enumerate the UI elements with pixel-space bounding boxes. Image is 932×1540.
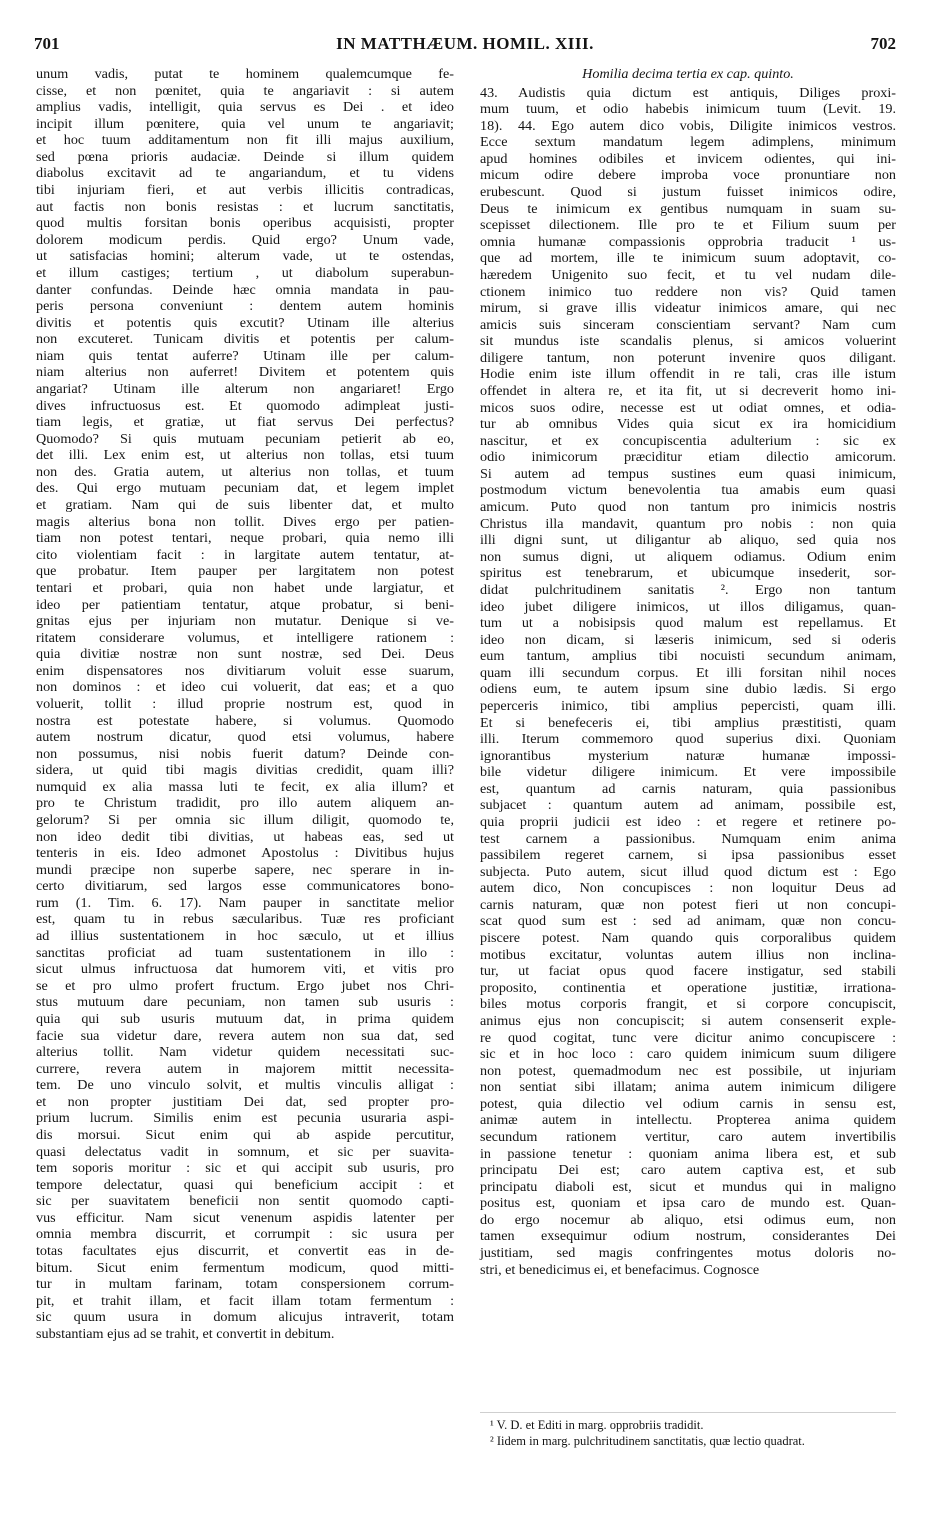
text-line: certo divitiarum, sed largos esse communicatores bono-	[36, 878, 454, 895]
text-line: det illi. Lex enim est, ut alterius non tollas, etsi tuum	[36, 447, 454, 464]
text-line: que probatur. Item pauper per largitatem non potest	[36, 563, 454, 580]
text-line: micos suos odire, necesse est ut odiat omnes, et odia-	[480, 399, 896, 416]
text-line: incipit illum pœnitere, quia vel unum te angariavit;	[36, 115, 454, 132]
text-line: pro te Christum tradidit, pro illo autem aliquem an-	[36, 795, 454, 812]
text-line: tum ut a nobisipsis quod malum est repellamus. Et	[480, 615, 896, 632]
page-number-right: 702	[870, 34, 896, 53]
right-column-text	[480, 85, 896, 1279]
text-line: et illum castiges; tertium , ut diabolum superabun-	[36, 264, 454, 281]
text-line: se et pro ulmo profert fructum. Ergo jubet nos Chri-	[36, 977, 454, 994]
text-line: magis alterius bona non tollit. Dives ergo per patien-	[36, 513, 454, 530]
text-line: diabolus excitavit ad te angariandum, et tu videns	[36, 165, 454, 182]
text-line: postmodum victum benevolentia tua amabis eum quasi	[480, 482, 896, 499]
text-line: tentari et probari, quia non habet unde largiatur, et	[36, 579, 454, 596]
text-line: sic quum usura in domum alicujus intraverit, totam	[36, 1309, 454, 1326]
text-line: proposito, continentia et operatione justitiæ, irrationa-	[480, 979, 896, 996]
text-line: eum tantum, amplius tibi nocuisti secundum animam,	[480, 648, 896, 665]
text-line: sit mundus iste scandalis plenus, si amicos voluerint	[480, 333, 896, 350]
text-line: danter confundas. Deinde hæc omnia mandata in pau-	[36, 281, 454, 298]
text-line: Deus te inimicum ex gentibus numquam in suam su-	[480, 200, 896, 217]
text-line: scepisset dilectionem. Ille pro te et Filium suum per	[480, 217, 896, 234]
text-line: Christus illa mandavit, quantum pro nobis : non quia	[480, 515, 896, 532]
text-line: ut satisfacias homini; alterum vade, ut te ostendas,	[36, 248, 454, 265]
text-line: non ideo dedit tibi divitias, ut habeas eas, sed ut	[36, 828, 454, 845]
text-line: test carnem a passionibus. Numquam enim anima	[480, 830, 896, 847]
text-line: omnia membra discurrit, et corrumpit : sic usura per	[36, 1226, 454, 1243]
text-line: autem nostrum dicatur, quod etsi volumus, habere	[36, 729, 454, 746]
text-line: Hodie enim iste illum offendit in re tali, cras ille istum	[480, 366, 896, 383]
text-line: currere, revera autem in majorem mittit necessita-	[36, 1060, 454, 1077]
text-line: Ecce sextum mandatum legem adimplens, minimum	[480, 134, 896, 151]
text-line: amicis suis sinceram conscientiam servant? Nam cum	[480, 316, 896, 333]
text-line: quia proprii judicii est ideo : et regere et retinere po-	[480, 814, 896, 831]
text-line: in passione tenetur : quoniam anima libera est, et sub	[480, 1145, 896, 1162]
text-line: ideo non dicam, si læseris inimicum, sed si oderis	[480, 631, 896, 648]
text-line: stri, et benedicimus ei, et benefacimus. Cognosce	[480, 1261, 760, 1278]
footnotes	[480, 1412, 896, 1449]
text-line: tiam legis, et gratiæ, ut fiat servus Dei perfectus?	[36, 414, 454, 431]
text-line: tem. De uno vinculo solvit, et multis vinculis alligat :	[36, 1077, 454, 1094]
text-line: tiam non potest tentari, neque probari, quia nemo illi	[36, 530, 454, 547]
text-line: niam quis tentat auferre? Utinam ille per calum-	[36, 347, 454, 364]
text-line: peperceris inimico, tibi amplius pepercisti, quam illi.	[480, 697, 896, 714]
text-line: amplius vadis, intelligit, quia servus es Dei . et ideo	[36, 99, 454, 116]
text-line: motibus excitatur, voluntas autem illius non inclina-	[480, 946, 896, 963]
text-line: Et si benefeceris ei, tibi amplius præstitisti, quam	[480, 714, 896, 731]
text-line: erubescunt. Quod si justum fuisset inimicos odire,	[480, 184, 896, 201]
text-line: tenteris in eis. Ideo admonet Apostolus : Divitibus hujus	[36, 845, 454, 862]
text-line: scat quod sum est : sed ad animam, quæ non concu-	[480, 913, 896, 930]
text-line: non des. Gratia autem, ut alterius non tollas, et tuum	[36, 463, 454, 480]
text-line: biles motus corporis frangit, et si corpore concupiscit,	[480, 996, 896, 1013]
text-line: animæ autem in intellectu. Propterea anima quidem	[480, 1112, 896, 1129]
text-line: principatu diaboli est, sicut et mundus qui in maligno	[480, 1178, 896, 1195]
right-column	[480, 66, 896, 1278]
text-line: ritatem considerare volumus, et intelligere rationem :	[36, 629, 454, 646]
text-line: do ergo nocemur ab aliquo, etsi odimus eum, non	[480, 1211, 896, 1228]
text-line: substantiam ejus ad se trahit, et convertit in debitum.	[36, 1325, 335, 1342]
text-line: potest, quia dilectio vel odium carnis in sensu est,	[480, 1095, 896, 1112]
running-title: IN MATTHÆUM. HOMIL. XIII.	[336, 34, 594, 53]
text-line: ideo per patientiam tentatur, atque probatur, si beni-	[36, 596, 454, 613]
text-line: ideo jubet diligere inimicos, ut illos diligamus, quan-	[480, 598, 896, 615]
text-line: bitum. Sicut enim fermentum modicum, quod mitti-	[36, 1259, 454, 1276]
text-line: gelorum? Si per omnia sic illum diligit, quomodo te,	[36, 812, 454, 829]
text-line: sic per suavitatem beneficii non sentit quomodo capti-	[36, 1193, 454, 1210]
text-line: Quomodo? Si quis mutuam pecuniam petierit ab eo,	[36, 430, 454, 447]
text-line: illi digni sunt, ut diligantur ab aliquo, sed quia nos	[480, 532, 896, 549]
text-line: secundum rationem vertitur, caro autem invertibilis	[480, 1129, 896, 1145]
text-line: quod multis forsitan bonis operibus acquisisti, propter	[36, 215, 454, 232]
text-line: micum odire debere improba voce pronuntiare non	[480, 167, 896, 184]
text-line: principatu Dei est; caro autem captiva est, et sub	[480, 1162, 896, 1179]
text-line: non possumus, nisi nobis fuerit datum? Deinde con-	[36, 745, 454, 762]
text-line: mirum, si grave illis videatur inimicos amare, qui nec	[480, 300, 896, 317]
text-line: animus ejus non concupiscit; si autem consenserit exple-	[480, 1012, 896, 1029]
text-line: que ad mortem, ille te inimicum suum adoptavit, co-	[480, 250, 896, 267]
text-line: non potest, quemadmodum nec est possibile, ut injuriam	[480, 1062, 896, 1079]
text-line: spiritus est tenebrarum, et ubicumque insederit, sor-	[480, 565, 896, 582]
text-line: passibilem regeret carnem, si ipsa passionibus esset	[480, 847, 896, 864]
text-line: tempore delectatur, quasi qui beneficium accipit : et	[36, 1176, 454, 1193]
text-line: tem soporis moritur : sic et qui accipit sub usuris, pro	[36, 1160, 454, 1177]
text-line: divitis et potentis quis excutit? Utinam ille alterius	[36, 314, 454, 331]
text-line: quasi delectatus vadit in somnum, et sic per suavita-	[36, 1143, 454, 1160]
text-line: rum (1. Tim. 6. 17). Nam pauper in sanctitate melior	[36, 894, 454, 911]
text-line: Si autem ad tempus sustines eum quasi inimicum,	[480, 465, 896, 482]
text-line: sidera, ut quid tibi magis divitias credidit, quam illi?	[36, 762, 454, 779]
text-line: 43. Audistis quia dictum est antiquis, Diliges proxi-	[480, 84, 896, 101]
text-line: ad illius sustentationem in hoc sæculo, ut et illius	[36, 928, 454, 945]
text-line: odiens eum, te autem ipsum sine dubio lædis. Si ergo	[480, 681, 896, 698]
footnote-divider	[480, 1412, 896, 1413]
text-line: dolorem modicum perdis. Quid ergo? Unum vade,	[36, 231, 454, 248]
text-line: positus est, quoniam et ipsa caro de mundo est. Quan-	[480, 1195, 896, 1212]
text-line: prium lucrum. Similis enim est pecunia usuraria aspi-	[36, 1110, 454, 1127]
text-line: cito violentiam facit : in largitate autem tentatur, at-	[36, 546, 454, 563]
text-line: odio inimicorum præciditur etiam dilectio amicorum.	[480, 449, 896, 466]
page-number-left: 701	[34, 34, 60, 53]
text-line: nostra est potestate habere, si volumus. Quomodo	[36, 712, 454, 729]
text-line: quia qui sub usuris mutuum dat, in prima quidem	[36, 1010, 454, 1027]
left-column	[36, 66, 454, 1343]
text-line: et gratiam. Nam qui de suis libenter dat, et multo	[36, 497, 454, 514]
text-line: ctionem inimico tuo reddere non vis? Quid tamen	[480, 283, 896, 300]
text-line: carnis naturam, quæ non potest fieri ut non concupi-	[480, 896, 896, 913]
text-line: est, quantum ad carnis naturam, quia passionibus	[480, 780, 896, 797]
text-line: autem dico, Non concupisces : non loquitur Deus ad	[480, 880, 896, 897]
text-line: stus mutuum dare pecuniam, non tamen sub usuris :	[36, 994, 454, 1011]
text-line: mundi præcipe non superbe sapere, nec sperare in in-	[36, 861, 454, 878]
text-line: pit, et trahit illam, et facit illam totam fermentum :	[36, 1292, 454, 1309]
text-line: mum tuum, et odio habebis inimicum tuum (Levit. 19.	[480, 101, 896, 118]
text-line: quam illi secundum corpus. Et illi forsitan nihil noces	[480, 664, 896, 681]
text-line: 18). 44. Ego autem dico vobis, Diligite inimicos vestros.	[480, 117, 896, 134]
text-line: alterius tollit. Nam videtur quidem necessitati suc-	[36, 1044, 454, 1061]
text-line: angariat? Utinam ille alterum non angariaret! Ergo	[36, 380, 454, 397]
text-line: tur, ut faciat opus quod facere instigatur, sed stabili	[480, 963, 896, 980]
footnote-2: ² Iidem in marg. pulchritudinem sanctitatis, quæ lectio quadrat.	[490, 1434, 805, 1448]
text-line: et hoc tuum additamentum non fit illi majus auxilium,	[36, 132, 454, 149]
text-line: non sentiat sibi illatam; anima autem inimicum diligere	[480, 1079, 896, 1096]
text-line: diligere tantum, non poterunt invenire quos diligant.	[480, 349, 896, 366]
text-line: illi. Iterum commemoro quod superius dixi. Quoniam	[480, 731, 896, 748]
text-line: offendet in altera re, et ita fit, ut si decreverit homo ini-	[480, 382, 896, 399]
text-line: dives infructuosus est. Et quomodo adimpleat justi-	[36, 397, 454, 414]
text-line: subjacet : quantum autem ad animam, possibile est,	[480, 797, 896, 814]
text-line: peris persona conveniunt : dentem autem hominis	[36, 298, 454, 315]
text-line: gnitas ejus per injuriam non mutatur. Denique si ve-	[36, 613, 454, 630]
footnote-1: ¹ V. D. et Editi in marg. opprobriis tradidit.	[490, 1418, 704, 1432]
text-line: aut factis non bonis resistas : et lucrum sanctitatis,	[36, 198, 454, 215]
text-line: re quod cogitat, tunc vere dicitur animo concupiscere :	[480, 1029, 896, 1046]
text-line: des. Qui ergo mutuam pecuniam dat, et legem implet	[36, 480, 454, 497]
text-line: piscere potest. Nam quando quis corporalibus quidem	[480, 930, 896, 947]
text-line: didat pulchritudinem sanitatis ². Ergo non tantum	[480, 581, 896, 598]
text-line: tamen exsequimur odium nostrum, considerantes Dei	[480, 1228, 896, 1245]
text-line: sanctitas proficiat ad tuam sustentationem in illo :	[36, 944, 454, 961]
text-line: est, quam tu in rebus sæcularibus. Tuæ res proficiant	[36, 911, 454, 928]
page-header	[34, 34, 896, 60]
text-line: numquid ex alia massa luti te fecit, ex alia illum? et	[36, 778, 454, 795]
text-line: justitiam, sed magis confringentes motus doloris no-	[480, 1245, 896, 1262]
homily-title: Homilia decima tertia ex cap. quinto.	[582, 66, 794, 82]
text-line: sed pœna prioris audaciæ. Deinde si illum quidem	[36, 148, 454, 165]
text-line: vus efficitur. Nam sicut venenum aspidis latenter per	[36, 1209, 454, 1226]
text-line: niam alterius non auferret! Divitem et potentem quis	[36, 364, 454, 381]
text-line: cisse, et non pœnitet, quia te angariavit : si autem	[36, 82, 454, 99]
text-line: dis morsui. Sicut enim qui ab aspide percutitur,	[36, 1127, 454, 1143]
text-line: omnia humanæ compassionis opprobria traducit ¹ us-	[480, 233, 896, 250]
text-line: voluerit, tollit : illud proprie nostrum est, quod in	[36, 695, 454, 712]
text-line: non excuteret. Tunicam divitis et potentis per calum-	[36, 331, 454, 348]
text-line: nascitur, et ex concupiscentia adulterium : sic ex	[480, 432, 896, 449]
text-line: tibi injuriam fieri, et aut verbis illicitis contradicas,	[36, 182, 454, 199]
text-line: subjecta. Puto autem, sicut illud quod dictum est : Ego	[480, 863, 896, 880]
text-line: non sumus digni, ut aliquem odiamus. Odium enim	[480, 548, 896, 565]
text-line: amicum. Puto quod non tantum pro inimicis nostris	[480, 499, 896, 516]
text-line: enim dispensatores nos divitiarum voluit esse suarum,	[36, 662, 454, 679]
text-line: facie sua videtur dare, revera autem non sua dat, sed	[36, 1027, 454, 1044]
text-line: ignorantibus mysterium naturæ humanæ impossi-	[480, 747, 896, 764]
text-line: apud homines odibiles et invicem odientes, qui ini-	[480, 150, 896, 167]
text-line: quia divitiæ nostræ non sunt nostræ, sed Dei. Deus	[36, 646, 454, 663]
text-line: non dominos : et ideo cui voluerit, dat eas; et a quo	[36, 679, 454, 696]
text-line: tur in multam farinam, totam conspersionem corrum-	[36, 1276, 454, 1293]
text-line: et non propter justitiam Dei dat, sed propter pro-	[36, 1093, 454, 1110]
text-line: bile videtur diligere inimicum. Et vere impossibile	[480, 764, 896, 781]
text-line: hæredem Unigenito suo fecit, et tu vel nudam dile-	[480, 266, 896, 283]
text-line: unum vadis, putat te hominem qualemcumque fe-	[36, 66, 454, 82]
text-line: sic et in hoc loco : caro quidem inimicum suum diligere	[480, 1046, 896, 1063]
text-line: totas facultates ejus discurrit, et convertit eas in de-	[36, 1243, 454, 1260]
text-line: tur ab omnibus Vides quia sicut ex ira homicidium	[480, 416, 896, 433]
text-line: sicut ulmus infructuosa dat humorem viti, et vitis pro	[36, 961, 454, 978]
